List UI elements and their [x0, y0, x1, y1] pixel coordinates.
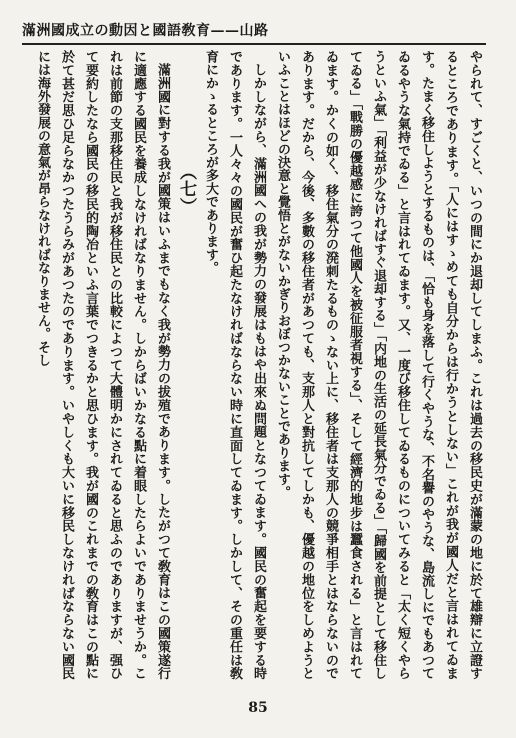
- page-number: 85: [248, 700, 268, 716]
- paragraph-3: 滿洲國に對する我が國策はいふまでもなく我が勢力の拔殖であります。したがつて敎育はこの國策遂行に適應する國民を養成しなければなりません。しからばいかなる點に着眼したらよいでありませうか。これは前節の支那移住民と我が移住民との比較によつて大體明かにされてゐると思ふのでありますが、强ひて要約したなら國民の移民的陶冶といふ言葉でつきるかと思ひます。我が國のこれまでの敎育はこの點に於て甚だ思ひ足らなかつたうらみがあつたのであります。いやしくも大いに移民しなければならない國民には海外發展の意氣が昂らなければなりません。そし: [35, 50, 170, 680]
- section-heading: （七）: [176, 163, 196, 215]
- running-title: 滿洲國成立の動因と國語敎育——山路: [22, 23, 269, 39]
- paragraph-2: しかしながら、滿洲國への我が勢力の發展はもはや出來ぬ問題となつてゐます。國民の奮起を要する時であります。一人々々の國民が奮ひ起たなければならない時に直面してゐます。しかして、その重任は敎育にかゝるところが多大であります。: [203, 50, 266, 680]
- paragraph-1: やられて、すごくと、いつの間にか退却してしまふ。これは過去の移民史が滿蒙の地に於て雄辯に立證するところであります。「人にはすゝめても自分からは行かうとしない」これが我が國人だと言はれてゐます。たまく移住しようとするものは、「恰も身を落して行くやうな、不名譽のやうな、島流しにでもあつてゐるやうな氣持でゐる」と言はれてゐます。又、一度び移住してゐるものについてみると「太く短くやらうといふ氣」「利益が少なければすぐ退却する」「内地の生活の延長氣分でゐる」「歸國を前提として移住してゐる」「戰勝の優越感に誇つて他國人を被征服者視する」、そして經濟的地步は蠶食される」と言はれてゐます。かくの如く、移住氣分の溌刺たるものゝない上に、移住者は支那人の競爭相手とはならないのであります。だから、今後、多數の移住者があつても、支那人と對抗してしかも、優越の地位をしめようといふことはほどの決意と覺悟とがないかぎりおぼつかないことであります。: [275, 50, 482, 680]
- running-header: [22, 14, 486, 45]
- vertical-text-body: [16, 50, 486, 680]
